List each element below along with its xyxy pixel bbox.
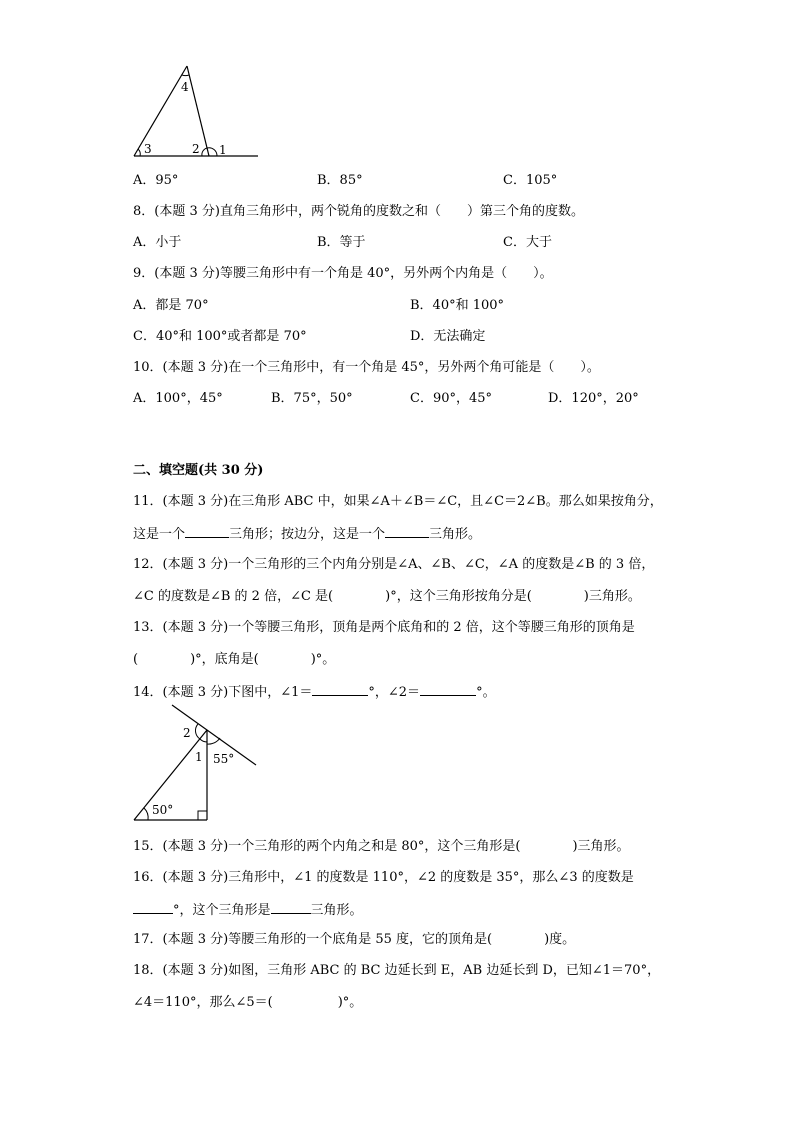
angle-4-arc [182, 75, 189, 76]
angle-2-arc [195, 724, 200, 739]
q13-line-1: 13．(本题 3 分)一个等腰三角形，顶角是两个底角和的 2 倍，这个等腰三角形的顶角是 [133, 620, 635, 635]
q14-text-b: °，∠2＝ [368, 685, 421, 700]
q11-line-1: 11．(本题 3 分)在三角形 ABC 中，如果∠A＋∠B＝∠C，且∠C＝2∠B。那么如果按角分， [133, 494, 663, 509]
q8-question: 8．(本题 3 分)直角三角形中，两个锐角的度数之和（ ）第三个角的度数。 [133, 204, 584, 219]
q9-option-a[interactable]: A．都是 70° [133, 298, 209, 313]
q8-option-c[interactable]: C．大于 [503, 235, 552, 250]
q18-line-1: 18．(本题 3 分)如图，三角形 ABC 的 BC 边延长到 E，AB 边延长到 D，已知∠1＝70°， [133, 963, 661, 978]
q9-option-b[interactable]: B．40°和 100° [410, 298, 505, 313]
label-angle-1: 1 [219, 143, 227, 157]
label-angle-1: 1 [195, 750, 203, 764]
q10-option-c[interactable]: C．90°，45° [410, 391, 493, 406]
label-angle-4: 4 [181, 80, 189, 94]
q16-blank-2[interactable] [271, 901, 311, 914]
q9-option-c[interactable]: C．40°和 100°或者都是 70° [133, 329, 307, 344]
label-angle-50: 50° [152, 803, 174, 817]
q11-blank-1[interactable] [185, 525, 229, 538]
q10-option-b[interactable]: B．75°，50° [271, 391, 353, 406]
q8-option-a[interactable]: A．小于 [133, 235, 182, 250]
q16-text-b: 三角形。 [310, 903, 363, 918]
q16-text-a: °，这个三角形是 [173, 903, 271, 918]
q12-line-2: ∠C 的度数是∠B 的 2 倍，∠C 是( )°，这个三角形按角分是( )三角形。 [133, 589, 641, 604]
triangle-figure-2 [128, 702, 263, 824]
q11-text-b: 三角形；按边分，这是一个 [229, 527, 386, 542]
section-2-title: 二、填空题(共 30 分) [133, 463, 264, 478]
angle-2-arc [202, 148, 207, 156]
q7-option-c[interactable]: C．105° [503, 173, 558, 188]
q17-question: 17．(本题 3 分)等腰三角形的一个底角是 55 度，它的顶角是( )度。 [133, 932, 576, 947]
q8-option-b[interactable]: B．等于 [317, 235, 366, 250]
q18-line-2: ∠4＝110°，那么∠5＝( )°。 [133, 995, 363, 1010]
label-angle-55: 55° [213, 752, 235, 766]
triangle-figure-1 [128, 62, 263, 162]
q14-question [133, 683, 496, 701]
q10-option-d[interactable]: D．120°，20° [548, 391, 639, 406]
angle-50-arc [144, 808, 148, 820]
q9-question: 9．(本题 3 分)等腰三角形中有一个角是 40°，另外两个内角是（ ）。 [133, 266, 553, 281]
q14-text-c: °。 [476, 685, 496, 700]
q16-blank-1[interactable] [133, 901, 173, 914]
angle-1-arc [200, 739, 207, 742]
q14-blank-1[interactable] [312, 683, 368, 696]
q14-blank-2[interactable] [420, 683, 476, 696]
q11-text-a: 这是一个 [133, 527, 186, 542]
q12-line-1: 12．(本题 3 分)一个三角形的三个内角分别是∠A、∠B、∠C，∠A 的度数是∠B 的 3 倍， [133, 557, 655, 572]
q15-question: 15．(本题 3 分)一个三角形的两个内角之和是 80°，这个三角形是( )三角形。 [133, 839, 630, 854]
q16-line-1: 16．(本题 3 分)三角形中，∠1 的度数是 110°，∠2 的度数是 35°，那么∠3 的度数是 [133, 870, 634, 885]
label-angle-2: 2 [192, 142, 200, 156]
angle-3-arc [138, 149, 140, 156]
q11-text-c: 三角形。 [429, 527, 482, 542]
q11-blank-2[interactable] [385, 525, 429, 538]
q16-line-2 [133, 901, 363, 919]
label-angle-2: 2 [183, 726, 191, 740]
q10-question: 10．(本题 3 分)在一个三角形中，有一个角是 45°，另外两个角可能是（ ）。 [133, 360, 600, 375]
q9-option-d[interactable]: D．无法确定 [410, 329, 486, 344]
q7-option-a[interactable]: A．95° [133, 173, 179, 188]
angle-55-arc [207, 738, 220, 744]
q11-line-2 [133, 525, 481, 543]
label-angle-3: 3 [144, 142, 152, 156]
q14-text-a: 14．(本题 3 分)下图中，∠1＝ [133, 685, 313, 700]
right-angle-mark [198, 811, 207, 820]
q10-option-a[interactable]: A．100°，45° [133, 391, 223, 406]
q13-line-2: ( )°，底角是( )°。 [133, 652, 336, 667]
q7-option-b[interactable]: B．85° [317, 173, 363, 188]
left-side [134, 66, 187, 156]
